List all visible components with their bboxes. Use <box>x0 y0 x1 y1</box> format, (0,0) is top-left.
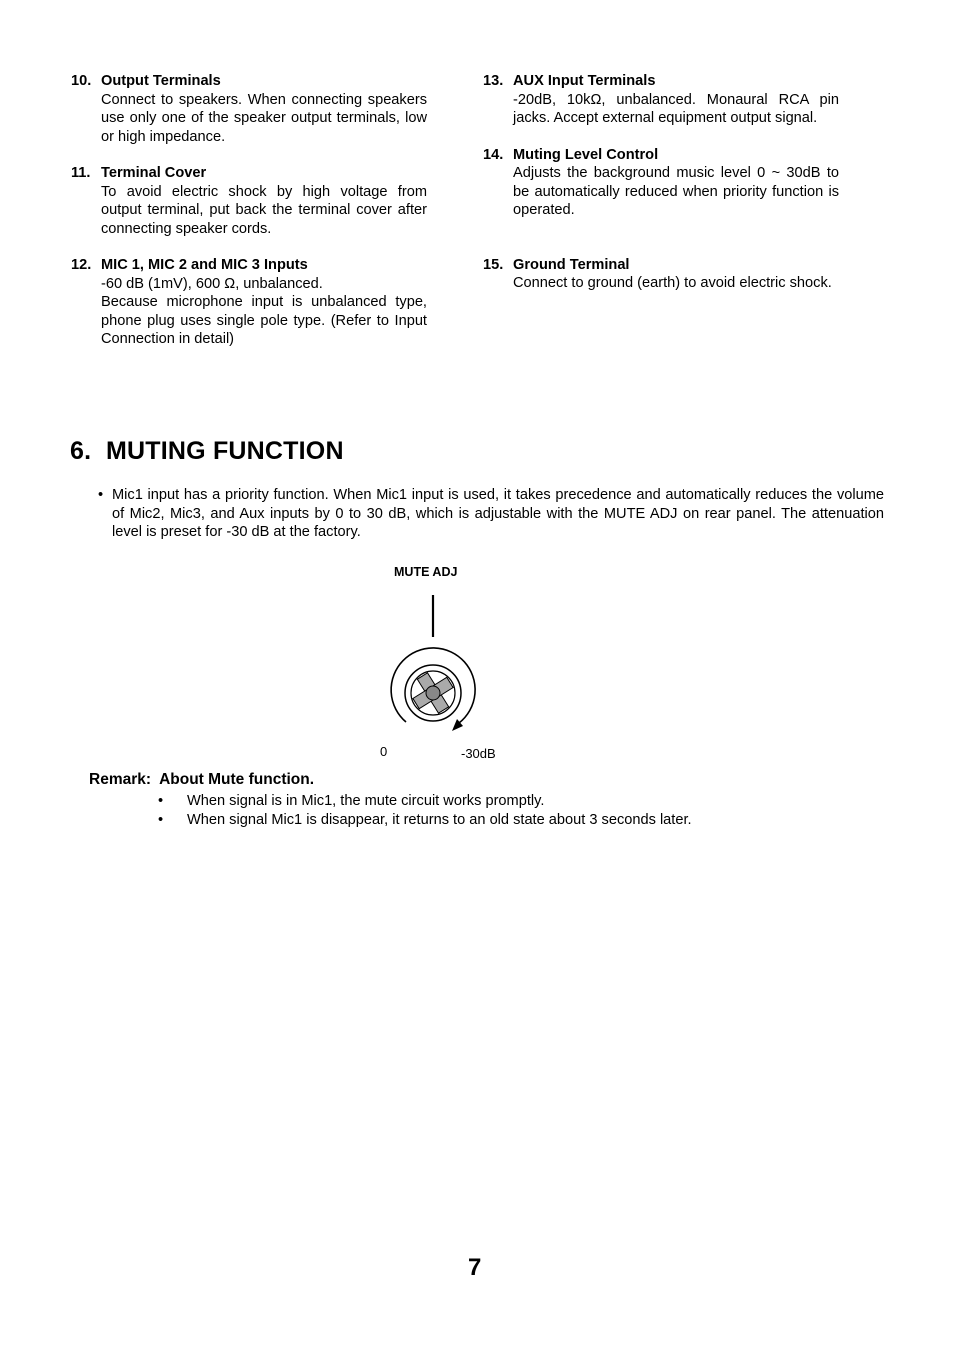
item-body <box>101 91 427 147</box>
item-body-text: Connect to ground (earth) to avoid electric shock. <box>513 275 832 291</box>
item-body <box>513 274 839 293</box>
item-ground-terminal <box>483 256 839 293</box>
item-title: Ground Terminal <box>513 256 630 273</box>
item-body <box>101 275 427 349</box>
item-body-text: Adjusts the background music level 0 ~ 30dB to be automatically reduced when priority function is operated. <box>513 165 839 218</box>
knob-min-label: 0 <box>380 744 388 759</box>
remark-item-text: When signal is in Mic1, the mute circuit works promptly. <box>187 793 545 809</box>
item-title: Muting Level Control <box>513 146 659 163</box>
section-paragraph <box>98 486 884 542</box>
item-body <box>101 183 427 239</box>
right-column <box>483 72 839 293</box>
item-body <box>513 164 839 220</box>
section-title-text: MUTING FUNCTION <box>106 437 344 465</box>
remark-item-text: When signal Mic1 is disappear, it returns to an old state about 3 seconds later. <box>187 812 692 828</box>
item-body-text: -20dB, 10kΩ, unbalanced. Monaural RCA pin jacks. Accept external equipment output signal. <box>513 91 839 126</box>
mute-adj-diagram <box>360 560 520 770</box>
list-item <box>158 811 692 830</box>
item-body-text: -60 dB (1mV), 600 Ω, unbalanced. <box>101 275 323 292</box>
section-heading <box>70 437 344 466</box>
item-terminal-cover <box>71 164 427 238</box>
item-number: 10. <box>71 73 92 89</box>
bullet-icon: • <box>158 812 164 828</box>
page-number: 7 <box>468 1254 482 1281</box>
bullet-icon: • <box>98 487 104 503</box>
remark-heading: Remark: About Mute function. <box>89 771 315 788</box>
item-number: 13. <box>483 73 504 89</box>
rotary-knob-icon <box>360 560 520 770</box>
item-mic-inputs <box>71 256 427 349</box>
section-paragraph-text: Mic1 input has a priority function. When Mic1 input is used, it takes precedence and automatically reduces the volume of Mic2, Mic3, and Aux inputs by 0 to 30 dB, which is adjustable with the MUTE ADJ on rear panel. The attenuation level is preset for -30 dB at the factory. <box>112 487 884 540</box>
item-title: AUX Input Terminals <box>513 73 656 89</box>
item-body <box>513 91 839 128</box>
item-number: 11. <box>71 165 91 181</box>
mute-adj-label: MUTE ADJ <box>394 565 458 579</box>
item-number: 14. <box>483 146 504 163</box>
item-aux-input-terminals <box>483 72 839 128</box>
item-body-text: To avoid electric shock by high voltage from output terminal, put back the terminal cover after connecting speaker cords. <box>101 183 427 237</box>
item-muting-level-control <box>483 146 839 220</box>
item-title: Output Terminals <box>101 73 221 89</box>
section-number: 6. <box>70 437 92 465</box>
item-number: 12. <box>71 257 92 273</box>
left-column <box>71 72 427 349</box>
remark-list <box>158 792 692 830</box>
knob-max-label: -30dB <box>461 746 496 761</box>
list-item <box>158 792 692 811</box>
item-title: Terminal Cover <box>101 165 207 181</box>
item-title: MIC 1, MIC 2 and MIC 3 Inputs <box>101 257 308 273</box>
item-output-terminals <box>71 72 427 146</box>
bullet-icon: • <box>158 793 164 809</box>
item-body-text: Because microphone input is unbalanced type, phone plug uses single pole type. (Refer to Input Connection in detail) <box>101 294 427 347</box>
item-number: 15. <box>483 256 504 273</box>
item-body-text: Connect to speakers. When connecting speakers use only one of the speaker output terminals, low or high impedance. <box>101 91 427 145</box>
